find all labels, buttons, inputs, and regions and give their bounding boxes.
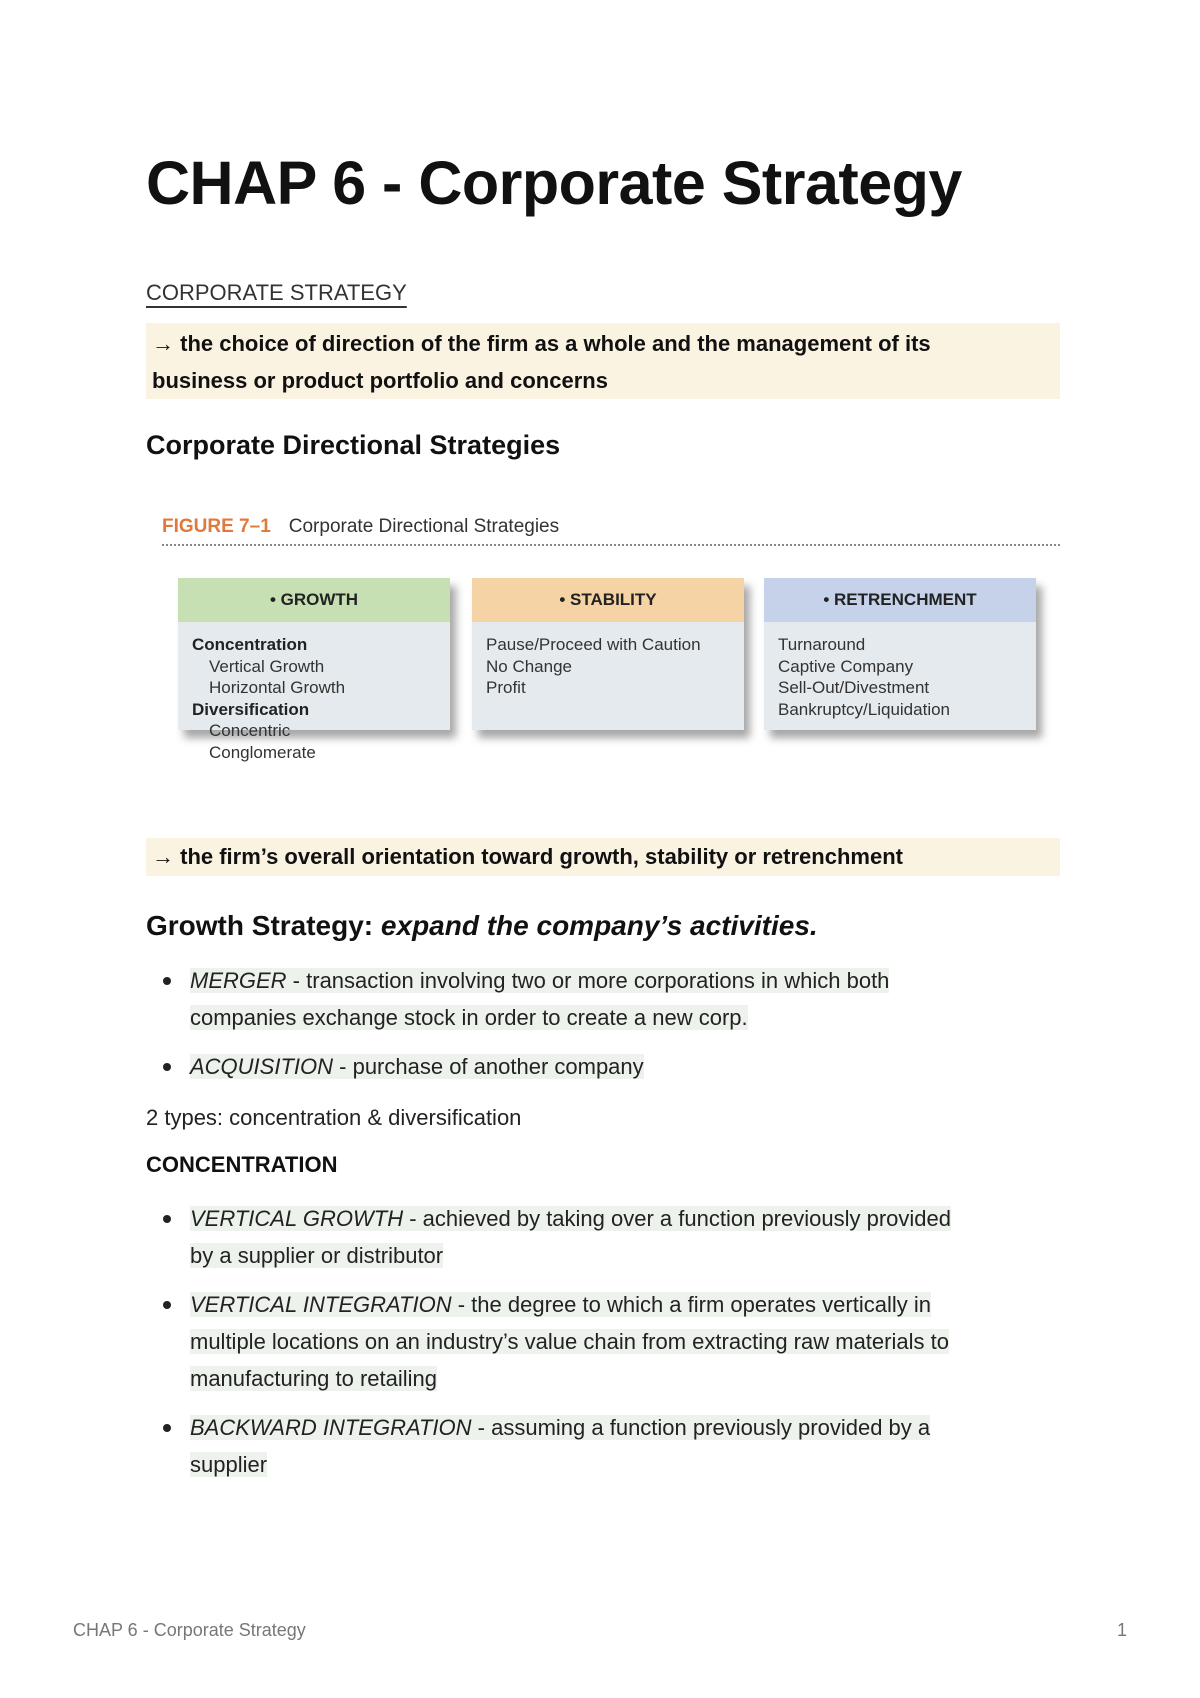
figure-box-line: Concentric <box>209 721 291 740</box>
figure-box-retrenchment <box>764 578 1036 730</box>
bullet-term: MERGER <box>190 968 287 993</box>
concentration-bullet-list <box>146 1200 1060 1495</box>
list-item <box>146 1048 1060 1085</box>
definition-callout <box>146 323 1060 399</box>
growth-heading-italic: expand the company’s activities. <box>380 910 818 941</box>
bullet-text: companies exchange stock in order to create a new corp. <box>190 1005 748 1030</box>
bullet-text: multiple locations on an industry’s value chain from extracting raw materials to <box>190 1329 949 1354</box>
bullet-text: assuming a function previously provided by a <box>491 1415 931 1440</box>
figure-box-line: Sell-Out/Divestment <box>778 678 930 697</box>
heading-directional-strategies: Corporate Directional Strategies <box>146 430 561 460</box>
figure-dotted-rule <box>162 544 1060 546</box>
figure-box-line: Conglomerate <box>209 742 316 762</box>
figure-box-line: Turnaround <box>778 635 866 654</box>
orientation-callout: → the firm’s overall orientation toward growth, stability or retrenchment <box>146 838 1060 876</box>
bullet-separator: - <box>471 1415 492 1440</box>
figure-number: FIGURE 7–1 <box>162 516 271 537</box>
figure-box-line: Bankruptcy/Liquidation <box>778 699 951 719</box>
figure-box-growth <box>178 578 450 762</box>
bullet-text: transaction involving two or more corporations in which both <box>306 968 890 993</box>
figure-box-body <box>178 622 450 775</box>
figure-box-line: Captive Company <box>778 656 914 676</box>
types-text: 2 types: concentration & diversification <box>146 1105 522 1130</box>
figure-box-line: Horizontal Growth <box>209 678 346 697</box>
figure-box-body <box>764 622 1036 732</box>
figure-directional-strategies <box>162 512 1060 812</box>
concentration-heading: CONCENTRATION <box>146 1152 338 1177</box>
bullet-term: ACQUISITION <box>190 1054 334 1079</box>
growth-heading-prefix: Growth Strategy: <box>146 910 381 941</box>
figure-caption <box>162 516 559 538</box>
figure-box-line: Profit <box>486 678 526 697</box>
figure-box-line: Concentration <box>192 635 308 654</box>
bullet-term: VERTICAL GROWTH <box>190 1206 404 1231</box>
figure-box-stability <box>472 578 744 730</box>
footer-document-title: CHAP 6 - Corporate Strategy <box>73 1620 306 1640</box>
callout-line-1: → the choice of direction of the firm as a whole and the management of its <box>152 331 931 356</box>
bullet-separator: - <box>333 1054 353 1079</box>
growth-bullet-list <box>146 962 1060 1097</box>
bullet-text: achieved by taking over a function previously provided <box>422 1206 951 1231</box>
figure-title: Corporate Directional Strategies <box>288 516 560 537</box>
bullet-text: by a supplier or distributor <box>190 1243 444 1268</box>
bullet-separator: - <box>451 1292 472 1317</box>
bullet-text: the degree to which a firm operates vertically in <box>471 1292 931 1317</box>
figure-box-header: • STABILITY <box>472 578 744 622</box>
footer-page-number: 1 <box>1116 1620 1127 1640</box>
list-item <box>146 1200 1060 1274</box>
bullet-term: VERTICAL INTEGRATION <box>190 1292 452 1317</box>
bullet-text: manufacturing to retailing <box>190 1366 438 1391</box>
section-label-corporate-strategy: CORPORATE STRATEGY <box>146 280 407 305</box>
bullet-term: BACKWARD INTEGRATION <box>190 1415 472 1440</box>
callout-line-2: business or product portfolio and concerns <box>152 368 608 393</box>
figure-box-header: • GROWTH <box>178 578 450 622</box>
list-item <box>146 1286 1060 1397</box>
figure-box-header: • RETRENCHMENT <box>764 578 1036 622</box>
bullet-text: supplier <box>190 1452 268 1477</box>
figure-box-line: Diversification <box>192 699 310 719</box>
bullet-separator: - <box>286 968 307 993</box>
heading-growth-strategy <box>146 910 818 942</box>
bullet-text: purchase of another company <box>352 1054 644 1079</box>
list-item <box>146 962 1060 1036</box>
figure-box-body <box>472 622 744 711</box>
list-item <box>146 1409 1060 1483</box>
figure-box-line: Vertical Growth <box>209 656 325 676</box>
figure-box-line: No Change <box>486 656 573 676</box>
bullet-separator: - <box>403 1206 423 1231</box>
page-title: CHAP 6 - Corporate Strategy <box>146 149 962 217</box>
figure-box-line: Pause/Proceed with Caution <box>486 635 701 654</box>
